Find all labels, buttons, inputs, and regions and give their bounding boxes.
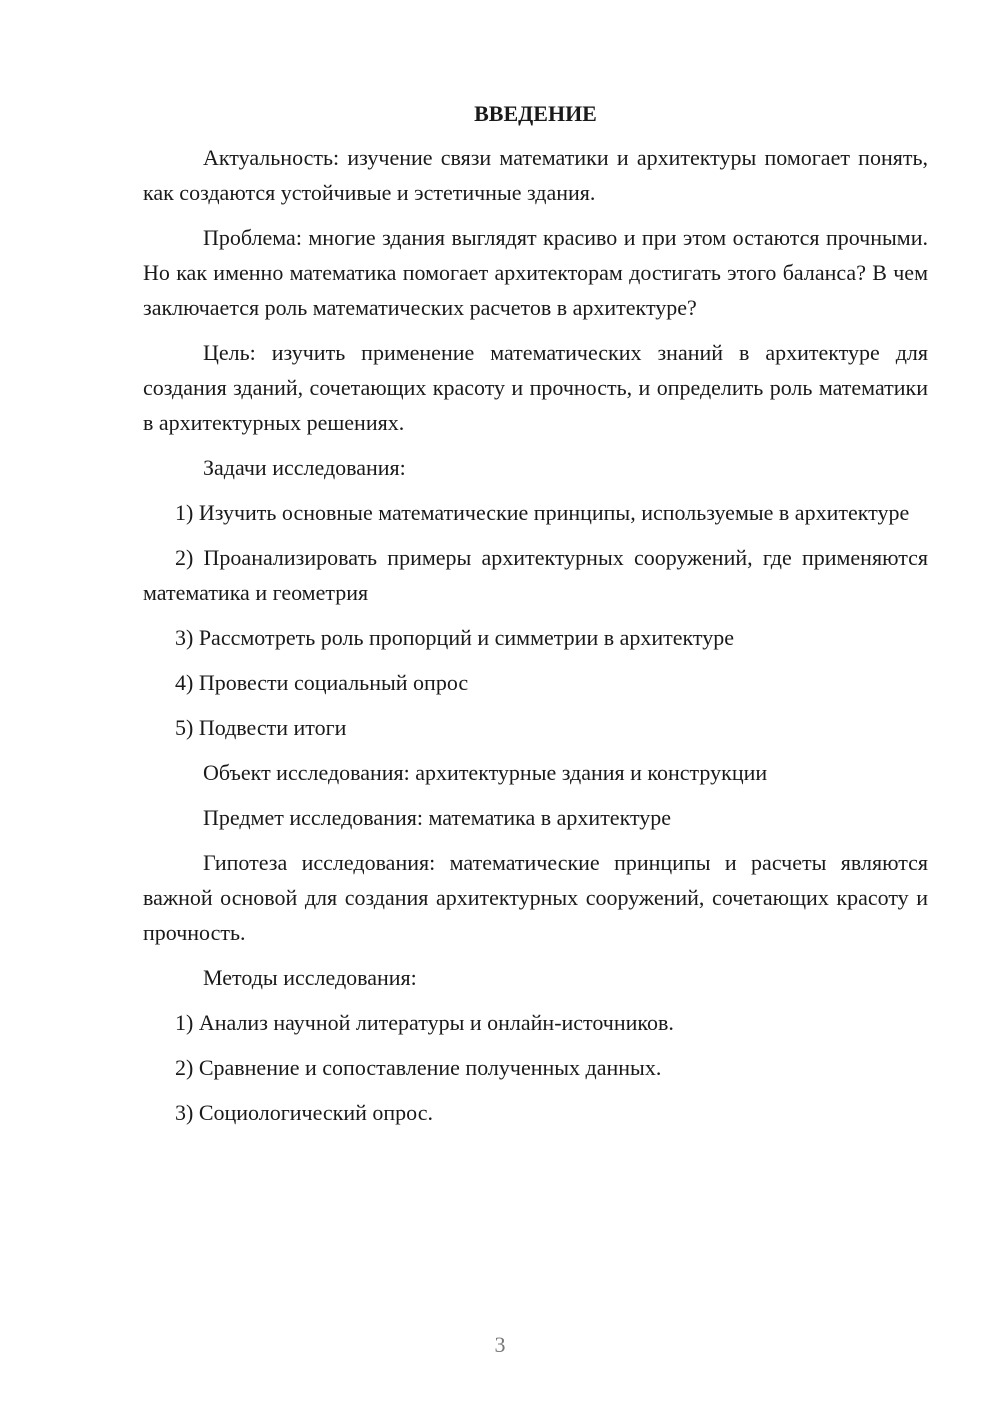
tasks-heading: Задачи исследования: [203,455,406,480]
task-item-1: 1) Изучить основные математические принципы, используемые в архитектуре [175,500,910,525]
method-item-2: 2) Сравнение и сопоставление полученных данных. [175,1055,662,1080]
task-item-5: 5) Подвести итоги [175,715,347,740]
problem-paragraph: Проблема: многие здания выглядят красиво и при этом остаются прочными. Но как именно математика помогает архитекторам достигать этого баланса? В чем заключается роль математических расчетов в архитектуре? [143,225,928,320]
document-page [143,96,928,1140]
section-title: ВВЕДЕНИЕ [474,101,597,126]
task-item-2: 2) Проанализировать примеры архитектурных сооружений, где применяются математика и геометрия [143,545,928,605]
methods-heading: Методы исследования: [203,965,417,990]
relevance-paragraph: Актуальность: изучение связи математики и архитектуры помогает понять, как создаются устойчивые и эстетичные здания. [143,145,928,205]
hypothesis-paragraph: Гипотеза исследования: математические принципы и расчеты являются важной основой для создания архитектурных сооружений, сочетающих красоту и прочность. [143,850,928,945]
research-object: Объект исследования: архитектурные здания и конструкции [203,760,768,785]
task-item-4: 4) Провести социальный опрос [175,670,469,695]
page-number: 3 [494,1332,506,1357]
method-item-3: 3) Социологический опрос. [175,1100,433,1125]
task-item-3: 3) Рассмотреть роль пропорций и симметрии в архитектуре [175,625,735,650]
goal-paragraph: Цель: изучить применение математических знаний в архитектуре для создания зданий, сочетающих красоту и прочность, и определить роль математики в архитектурных решениях. [143,340,928,435]
research-subject: Предмет исследования: математика в архитектуре [203,805,672,830]
method-item-1: 1) Анализ научной литературы и онлайн-источников. [175,1010,674,1035]
